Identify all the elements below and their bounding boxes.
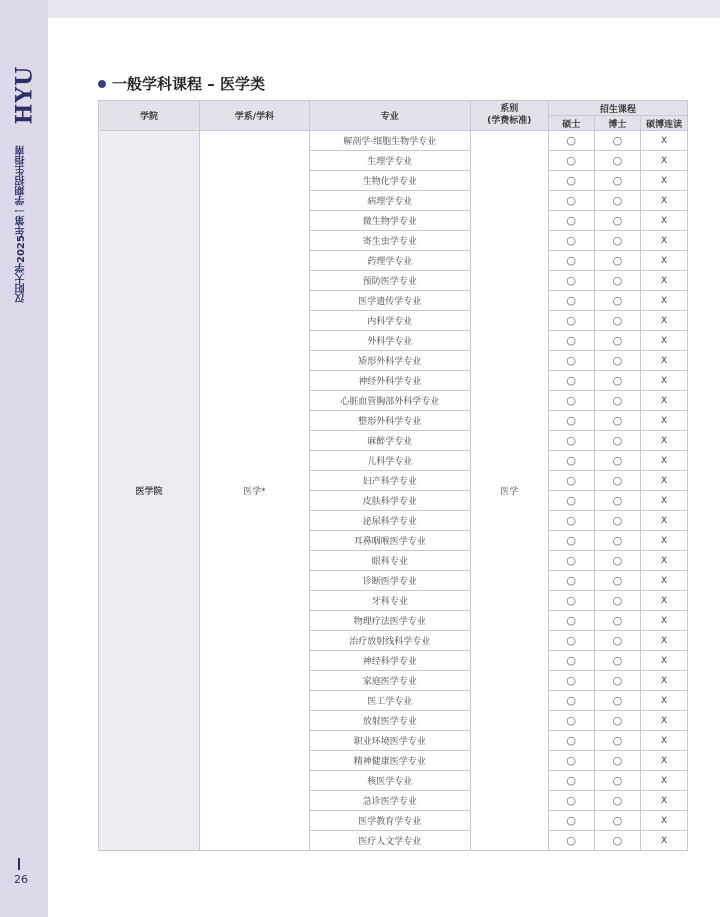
major-cell: 矫形外科学专业 <box>309 351 470 371</box>
masters-cell: ○ <box>548 311 594 331</box>
header-department: 学系/学科 <box>200 101 310 131</box>
masters-cell: ○ <box>548 351 594 371</box>
doctoral-cell: ○ <box>594 551 641 571</box>
major-cell: 皮肤科学专业 <box>309 491 470 511</box>
combined-cell: X <box>641 611 688 631</box>
masters-cell: ○ <box>548 571 594 591</box>
doctoral-cell: ○ <box>594 811 641 831</box>
combined-cell: X <box>641 511 688 531</box>
doctoral-cell: ○ <box>594 291 641 311</box>
masters-cell: ○ <box>548 531 594 551</box>
section-title: 一般学科课程 – 医学类 <box>112 75 265 93</box>
doctoral-cell: ○ <box>594 711 641 731</box>
header-programs: 招生课程 <box>548 101 687 116</box>
major-cell: 寄生虫学专业 <box>309 231 470 251</box>
combined-cell: X <box>641 131 688 151</box>
page-marker <box>18 858 20 870</box>
combined-cell: X <box>641 191 688 211</box>
doctoral-cell: ○ <box>594 491 641 511</box>
major-cell: 家庭医学专业 <box>309 671 470 691</box>
section-heading <box>98 73 265 94</box>
masters-cell: ○ <box>548 171 594 191</box>
doctoral-cell: ○ <box>594 591 641 611</box>
header-category: 系别 (学费标准) <box>470 101 548 131</box>
programs-table <box>98 100 688 851</box>
doctoral-cell: ○ <box>594 671 641 691</box>
major-cell: 职业环境医学专业 <box>309 731 470 751</box>
doctoral-cell: ○ <box>594 171 641 191</box>
combined-cell: X <box>641 151 688 171</box>
doctoral-cell: ○ <box>594 791 641 811</box>
major-cell: 神经科学专业 <box>309 651 470 671</box>
major-cell: 耳鼻咽喉医学专业 <box>309 531 470 551</box>
masters-cell: ○ <box>548 491 594 511</box>
masters-cell: ○ <box>548 711 594 731</box>
masters-cell: ○ <box>548 431 594 451</box>
doctoral-cell: ○ <box>594 571 641 591</box>
major-cell: 心脏血管胸部外科学专业 <box>309 391 470 411</box>
doctoral-cell: ○ <box>594 751 641 771</box>
combined-cell: X <box>641 531 688 551</box>
combined-cell: X <box>641 571 688 591</box>
masters-cell: ○ <box>548 391 594 411</box>
combined-cell: X <box>641 351 688 371</box>
masters-cell: ○ <box>548 771 594 791</box>
combined-cell: X <box>641 751 688 771</box>
major-cell: 牙科专业 <box>309 591 470 611</box>
masters-cell: ○ <box>548 451 594 471</box>
table-body <box>99 131 688 851</box>
major-cell: 泌尿科学专业 <box>309 511 470 531</box>
header-masters: 硕士 <box>548 116 594 131</box>
combined-cell: X <box>641 431 688 451</box>
combined-cell: X <box>641 691 688 711</box>
combined-cell: X <box>641 811 688 831</box>
header-college: 学院 <box>99 101 200 131</box>
doctoral-cell: ○ <box>594 351 641 371</box>
doctoral-cell: ○ <box>594 271 641 291</box>
document-page <box>48 18 720 917</box>
combined-cell: X <box>641 591 688 611</box>
major-cell: 药理学专业 <box>309 251 470 271</box>
doctoral-cell: ○ <box>594 631 641 651</box>
combined-cell: X <box>641 211 688 231</box>
masters-cell: ○ <box>548 611 594 631</box>
major-cell: 核医学专业 <box>309 771 470 791</box>
major-cell: 医学教育学专业 <box>309 811 470 831</box>
major-cell: 麻醉学专业 <box>309 431 470 451</box>
doctoral-cell: ○ <box>594 531 641 551</box>
doctoral-cell: ○ <box>594 131 641 151</box>
combined-cell: X <box>641 391 688 411</box>
doctoral-cell: ○ <box>594 651 641 671</box>
doctoral-cell: ○ <box>594 511 641 531</box>
header-major: 专业 <box>309 101 470 131</box>
doctoral-cell: ○ <box>594 431 641 451</box>
logo-text: HYU <box>11 65 37 125</box>
doctoral-cell: ○ <box>594 471 641 491</box>
combined-cell: X <box>641 771 688 791</box>
masters-cell: ○ <box>548 151 594 171</box>
bullet-icon <box>98 80 106 88</box>
doctoral-cell: ○ <box>594 311 641 331</box>
doctoral-cell: ○ <box>594 771 641 791</box>
combined-cell: X <box>641 491 688 511</box>
major-cell: 精神健康医学专业 <box>309 751 470 771</box>
major-cell: 急诊医学专业 <box>309 791 470 811</box>
major-cell: 神经外科学专业 <box>309 371 470 391</box>
masters-cell: ○ <box>548 751 594 771</box>
major-cell: 内科学专业 <box>309 311 470 331</box>
major-cell: 病理学专业 <box>309 191 470 211</box>
major-cell: 儿科学专业 <box>309 451 470 471</box>
masters-cell: ○ <box>548 551 594 571</box>
masters-cell: ○ <box>548 831 594 851</box>
major-cell: 诊断医学专业 <box>309 571 470 591</box>
masters-cell: ○ <box>548 791 594 811</box>
masters-cell: ○ <box>548 331 594 351</box>
masters-cell: ○ <box>548 651 594 671</box>
masters-cell: ○ <box>548 191 594 211</box>
doctoral-cell: ○ <box>594 151 641 171</box>
major-cell: 外科学专业 <box>309 331 470 351</box>
combined-cell: X <box>641 731 688 751</box>
masters-cell: ○ <box>548 291 594 311</box>
doctoral-cell: ○ <box>594 731 641 751</box>
combined-cell: X <box>641 791 688 811</box>
combined-cell: X <box>641 331 688 351</box>
doctoral-cell: ○ <box>594 451 641 471</box>
doctoral-cell: ○ <box>594 371 641 391</box>
masters-cell: ○ <box>548 211 594 231</box>
combined-cell: X <box>641 471 688 491</box>
masters-cell: ○ <box>548 811 594 831</box>
masters-cell: ○ <box>548 411 594 431</box>
combined-cell: X <box>641 411 688 431</box>
combined-cell: X <box>641 171 688 191</box>
college-cell: 医学院 <box>99 131 200 851</box>
hyu-logo <box>6 65 42 125</box>
major-cell: 放射医学专业 <box>309 711 470 731</box>
major-cell: 物理疗法医学专业 <box>309 611 470 631</box>
doctoral-cell: ○ <box>594 191 641 211</box>
combined-cell: X <box>641 451 688 471</box>
major-cell: 微生物学专业 <box>309 211 470 231</box>
combined-cell: X <box>641 711 688 731</box>
doctoral-cell: ○ <box>594 831 641 851</box>
combined-cell: X <box>641 231 688 251</box>
department-cell: 医学* <box>200 131 310 851</box>
doctoral-cell: ○ <box>594 391 641 411</box>
masters-cell: ○ <box>548 471 594 491</box>
major-cell: 医学遗传学专业 <box>309 291 470 311</box>
major-cell: 妇产科学专业 <box>309 471 470 491</box>
doctoral-cell: ○ <box>594 211 641 231</box>
masters-cell: ○ <box>548 591 594 611</box>
table-row <box>99 131 688 151</box>
combined-cell: X <box>641 291 688 311</box>
header-combined: 硕博连读 <box>641 116 688 131</box>
major-cell: 医工学专业 <box>309 691 470 711</box>
major-cell: 治疗放射线科学专业 <box>309 631 470 651</box>
masters-cell: ○ <box>548 691 594 711</box>
header-doctoral: 博士 <box>594 116 641 131</box>
combined-cell: X <box>641 251 688 271</box>
doctoral-cell: ○ <box>594 251 641 271</box>
category-cell: 医学 <box>470 131 548 851</box>
doctoral-cell: ○ <box>594 231 641 251</box>
combined-cell: X <box>641 831 688 851</box>
major-cell: 生理学专业 <box>309 151 470 171</box>
masters-cell: ○ <box>548 371 594 391</box>
combined-cell: X <box>641 551 688 571</box>
masters-cell: ○ <box>548 231 594 251</box>
major-cell: 医疗人文学专业 <box>309 831 470 851</box>
combined-cell: X <box>641 271 688 291</box>
masters-cell: ○ <box>548 251 594 271</box>
doctoral-cell: ○ <box>594 411 641 431</box>
combined-cell: X <box>641 631 688 651</box>
major-cell: 生物化学专业 <box>309 171 470 191</box>
major-cell: 预防医学专业 <box>309 271 470 291</box>
major-cell: 眼科专业 <box>309 551 470 571</box>
masters-cell: ○ <box>548 731 594 751</box>
combined-cell: X <box>641 371 688 391</box>
masters-cell: ○ <box>548 511 594 531</box>
combined-cell: X <box>641 671 688 691</box>
page-number: 26 <box>14 873 28 886</box>
combined-cell: X <box>641 651 688 671</box>
doctoral-cell: ○ <box>594 611 641 631</box>
doctoral-cell: ○ <box>594 331 641 351</box>
doctoral-cell: ○ <box>594 691 641 711</box>
masters-cell: ○ <box>548 131 594 151</box>
major-cell: 解剖学·细胞生物学专业 <box>309 131 470 151</box>
sidebar <box>0 0 48 917</box>
masters-cell: ○ <box>548 631 594 651</box>
masters-cell: ○ <box>548 271 594 291</box>
guide-title: 汉阳大学2025年第一学期招生指南 <box>16 145 27 303</box>
combined-cell: X <box>641 311 688 331</box>
major-cell: 整形外科学专业 <box>309 411 470 431</box>
masters-cell: ○ <box>548 671 594 691</box>
